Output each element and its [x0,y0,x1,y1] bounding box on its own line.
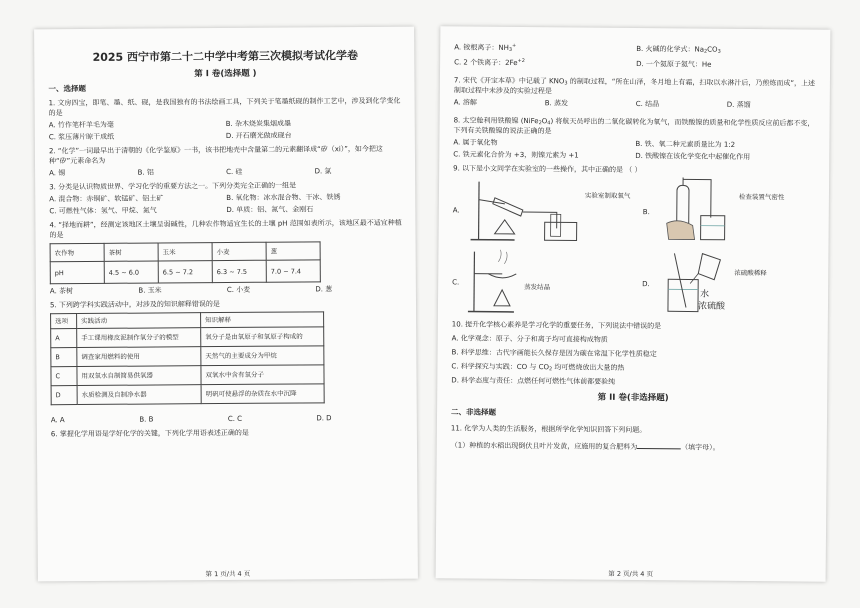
q3-option-d: D. 单质：铝、氮气、金刚石 [226,205,314,214]
q10-option-a: A. 化学观念：原子、分子和离子均可直接构成物质 [451,334,608,344]
q5-option-b: B. B [139,415,154,424]
q8-option-a: A. 属于氧化物 [453,138,498,147]
table-cell: 选项 [51,314,77,329]
table-cell: 知识解释 [201,312,324,328]
figure-b-caption: 检查装置气密性 [738,192,785,202]
experiment-figures [452,175,817,318]
table-cell: 用双氧水自制简易供氧器 [77,366,201,386]
table-cell: 调查家用燃料的使用 [77,347,201,367]
question-9 [452,163,817,318]
question-8 [453,115,817,162]
question-3 [49,180,403,216]
q7-option-c: C. 结晶 [635,100,660,109]
page-footer: 第 1 页/共 4 页 [205,569,251,579]
exam-page-2 [436,26,831,581]
part2-title: 第 II 卷(非选择题) [597,392,669,404]
question-2-stem: 2. “化学”一词最早出于清朝的《化学鉴原》一书，该书把地壳中含量第二的元素翻译成“矽（xi）”，如今把这种“矽”元素命名为 [48,144,383,166]
q10-option-b: B. 科学思维：古代字画能长久保存是因为碳在常温下化学性质稳定 [451,348,657,359]
table-cell: 氧分子是由氧原子和氧原子构成的 [201,327,324,347]
question-4 [49,218,404,296]
q3-option-c: C. 可燃性气体：氢气、甲烷、氮气 [49,206,157,216]
table-cell: 葱 [266,242,320,260]
q5-option-c: C. C [227,414,243,423]
table-cell: A [51,329,77,348]
table-cell: B [51,348,77,367]
question-5 [50,298,405,425]
q1-option-b: B. 杂木烧炭集烟成墨 [225,119,292,128]
table-cell: 玉米 [158,243,212,261]
figure-d-caption: 浓硫酸稀释 [734,268,767,278]
q2-option-d: D. 氯 [314,167,332,176]
part1-title: 第 I 卷(选择题 ) [194,68,257,80]
figure-a-caption: 实验室制取氧气 [584,191,631,200]
q6-option-c: C. 2 个铁离子：$2Fe^{+2}$ [454,57,525,67]
figure-d-acid-label: 浓硫酸 [697,301,726,312]
table-cell: C [51,367,77,386]
q6-option-a: A. 铵根离子：$NH_3^+$ [454,42,517,53]
q7-option-b: B. 蒸发 [544,99,569,108]
ph-table [50,241,321,284]
oxygen-apparatus-icon [465,176,586,245]
figure-a-letter: A. [452,206,460,215]
page-footer: 第 2 页/共 4 页 [608,569,654,579]
table-cell: D [51,386,77,405]
q1-option-d: D. 开石磨光做成砚台 [225,131,292,140]
table-cell: 天然气的主要成分为甲烷 [201,346,324,366]
figure-c-caption: 蒸发结晶 [524,283,551,292]
table-row [51,384,324,405]
q8-option-d: D. 铁酸镍在该化学变化中起催化作用 [635,152,751,162]
table-cell: 手工课用橡皮泥制作氧分子的模型 [77,328,201,348]
table-cell: 水质检测及自制净水器 [77,385,201,405]
q5-option-a: A. A [50,416,65,425]
q2-option-a: A. 锡 [49,169,66,178]
practice-table [50,311,325,405]
q4-option-d: D. 葱 [315,285,333,294]
table-row [50,242,320,262]
exam-page-1 [34,27,418,582]
question-8-stem: 8. 太空舱利用铁酸镍 $(NiFe_2O_4)$ 将航天员呼出的二氧化碳转化为氧气，而铁酸镍的质量和化学性质反应前后都不变，下列有关铁酸镍的说法正确的是 [453,116,815,136]
table-cell: 4.5 ~ 6.0 [104,261,158,283]
q4-option-c: C. 小麦 [226,285,251,294]
table-cell: 农作物 [50,243,104,261]
question-1 [49,96,403,142]
q4-option-b: B. 玉米 [138,286,162,295]
q6-option-d: D. 一个氦原子氦气：He [636,60,712,69]
table-cell: 小麦 [212,242,266,260]
q2-option-c: C. 硅 [226,167,243,176]
table-cell: pH [50,261,104,283]
question-5-stem: 5. 下列跨学科实践活动中，对涉及的知识解释错误的是 [49,300,220,310]
q10-option-d: D. 科学态度与责任：点燃任何可燃性气体前都要验纯 [451,376,616,386]
figure-b [643,177,834,247]
q1-option-c: C. 浆压薄片晾干成纸 [48,132,115,142]
table-cell: 茶树 [104,243,158,261]
table-cell: 明矾可使悬浮的杂质在水中沉降 [201,384,324,404]
table-row [51,365,324,386]
answer-blank [637,441,681,449]
question-2 [49,144,403,178]
figure-c [452,247,643,317]
table-cell: 实践活动 [77,313,201,329]
question-3-stem: 3. 分类是认识物质世界、学习化学的重要方法之一。下列分类完全正确的一组是 [49,181,297,192]
q5-option-d: D. D [316,414,332,423]
q3-option-a: A. 混合物：赤铜矿、软锰矿、铝土矿 [49,194,164,204]
table-cell: 7.0 ~ 7.4 [266,260,320,282]
question-7 [454,75,818,110]
table-row [51,327,324,348]
question-10-stem: 10. 提升化学核心素养是学习化学的重要任务，下列说法中错误的是 [451,320,662,331]
table-cell: 6.5 ~ 7.2 [158,261,212,283]
q2-option-b: B. 铝 [137,168,154,177]
q7-option-a: A. 溶解 [453,98,477,107]
section-nonchoice: 二、非选择题 [451,407,497,417]
question-4-stem: 4. “择地而耕”，经测定该地区土壤呈弱碱性，几种农作物适宜生长的土壤 pH 范围如表所示，该地区最不适宜种植的是 [49,218,402,240]
question-1-stem: 1. 文房四宝，即笔、墨、纸、砚，是我国独有的书法绘画工具，下列关于笔墨纸砚的制作工艺中，涉及到化学变化的是 [48,96,401,118]
airtightness-check-icon [655,177,756,246]
table-row [50,260,320,284]
question-6-stem: 6. 掌握化学用语是学好化学的关键，下列化学用语表述正确的是 [50,428,249,439]
question-11-sub1: （1）种植的水稻出现倒伏且叶片发黄，应施用的复合肥料为 （填字母）。 [450,441,720,452]
exam-title: 2025 西宁市第二十二中学中考第三次模拟考试化学卷 [92,49,359,64]
question-11-stem: 11. 化学为人类的生活服务，根据所学化学知识回答下列问题。 [450,424,647,435]
q4-option-a: A. 茶树 [49,287,74,296]
figure-b-letter: B. [642,208,650,217]
q8-option-c: C. 铁元素化合价为 +3，则镍元素为 +1 [453,150,579,160]
figure-a [453,175,644,245]
question-10 [451,319,816,388]
figure-c-letter: C. [452,278,460,287]
q1-option-a: A. 竹作笔杆羊毛为毫 [48,120,114,130]
table-cell: 双氧水中含有氧分子 [201,365,324,385]
section-choice: 一、选择题 [48,83,87,94]
figure-d-water-label: 水 [700,289,710,300]
question-6-options [454,42,818,55]
q7-option-d: D. 蒸馏 [726,100,751,110]
q6-option-b: B. 火碱的化学式：$Na_2CO_3$ [636,45,721,55]
q10-option-c: C. 科学探究与实践：CO 与 $CO_2$ 均可燃烧放出大量的热 [451,362,625,373]
q3-option-b: B. 氧化物：冰水混合物、干冰、铁锈 [226,193,341,202]
question-9-stem: 9. 以下是小文同学在实验室的一些操作，其中正确的是 （ ） [453,164,642,175]
table-cell: 6.3 ~ 7.5 [212,260,266,282]
figure-d [642,249,833,319]
q8-option-b: B. 铁、氧二种元素质量比为 1:2 [635,140,736,149]
question-7-stem: 7. 宋代《开宝本草》中记载了 $KNO_3$ 的制取过程，“所在山泽，冬月地上有霜，扫取以水淋汁后，乃煎炼而成”，上述制取过程中未涉及的实验过程是 [453,76,816,96]
table-row [51,346,324,367]
figure-d-letter: D. [642,280,650,289]
